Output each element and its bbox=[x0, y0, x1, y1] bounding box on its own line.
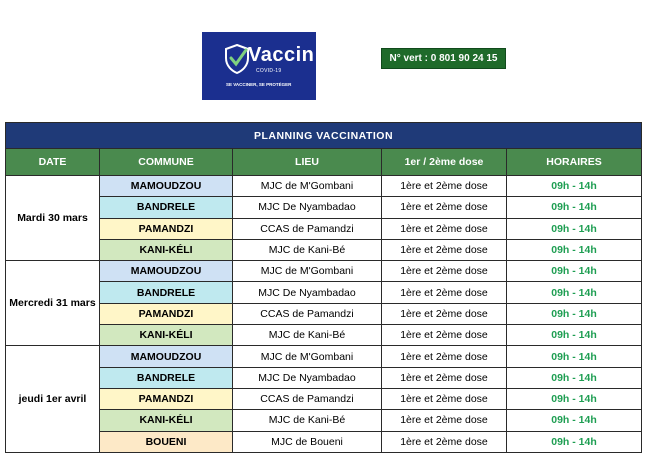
lieu-cell: CCAS de Pamandzi bbox=[233, 218, 382, 239]
commune-cell: MAMOUDZOU bbox=[100, 346, 233, 367]
hours-cell: 09h - 14h bbox=[507, 261, 642, 282]
logo-tagline: SE VACCINER, SE PROTÉGER bbox=[226, 82, 292, 87]
lieu-cell: MJC de Boueni bbox=[233, 431, 382, 452]
dose-cell: 1ère et 2ème dose bbox=[382, 239, 507, 260]
table-row bbox=[6, 239, 642, 260]
hours-cell: 09h - 14h bbox=[507, 431, 642, 452]
dose-cell: 1ère et 2ème dose bbox=[382, 367, 507, 388]
commune-cell: MAMOUDZOU bbox=[100, 176, 233, 197]
table-row bbox=[6, 410, 642, 431]
lieu-cell: MJC de M'Gombani bbox=[233, 346, 382, 367]
commune-cell: PAMANDZI bbox=[100, 388, 233, 409]
dose-cell: 1ère et 2ème dose bbox=[382, 388, 507, 409]
dose-cell: 1ère et 2ème dose bbox=[382, 325, 507, 346]
table-row bbox=[6, 218, 642, 239]
lieu-cell: MJC de Kani-Bé bbox=[233, 325, 382, 346]
lieu-cell: MJC De Nyambadao bbox=[233, 282, 382, 303]
lieu-cell: CCAS de Pamandzi bbox=[233, 303, 382, 324]
lieu-cell: MJC de M'Gombani bbox=[233, 261, 382, 282]
commune-cell: BANDRELE bbox=[100, 197, 233, 218]
table-row bbox=[6, 261, 642, 282]
dose-cell: 1ère et 2ème dose bbox=[382, 282, 507, 303]
hours-cell: 09h - 14h bbox=[507, 197, 642, 218]
dose-cell: 1ère et 2ème dose bbox=[382, 303, 507, 324]
hours-cell: 09h - 14h bbox=[507, 176, 642, 197]
header-commune: COMMUNE bbox=[100, 149, 233, 176]
dose-cell: 1ère et 2ème dose bbox=[382, 176, 507, 197]
dose-cell: 1ère et 2ème dose bbox=[382, 346, 507, 367]
table-row bbox=[6, 282, 642, 303]
date-cell: Mercredi 31 mars bbox=[6, 261, 100, 346]
table-row bbox=[6, 431, 642, 452]
lieu-cell: MJC de M'Gombani bbox=[233, 176, 382, 197]
table-row bbox=[6, 176, 642, 197]
commune-cell: PAMANDZI bbox=[100, 303, 233, 324]
header-horaires: HORAIRES bbox=[507, 149, 642, 176]
hours-cell: 09h - 14h bbox=[507, 388, 642, 409]
dose-cell: 1ère et 2ème dose bbox=[382, 261, 507, 282]
dose-cell: 1ère et 2ème dose bbox=[382, 410, 507, 431]
logo-brand: Vaccin bbox=[248, 44, 315, 66]
date-cell: jeudi 1er avril bbox=[6, 346, 100, 452]
lieu-cell: MJC De Nyambadao bbox=[233, 367, 382, 388]
header-lieu: LIEU bbox=[233, 149, 382, 176]
commune-cell: KANI-KÉLI bbox=[100, 325, 233, 346]
header-dose: 1er / 2ème dose bbox=[382, 149, 507, 176]
table-row bbox=[6, 303, 642, 324]
commune-cell: BANDRELE bbox=[100, 282, 233, 303]
hours-cell: 09h - 14h bbox=[507, 282, 642, 303]
phone-number-badge: N° vert : 0 801 90 24 15 bbox=[381, 48, 506, 69]
lieu-cell: MJC de Kani-Bé bbox=[233, 239, 382, 260]
lieu-cell: MJC De Nyambadao bbox=[233, 197, 382, 218]
commune-cell: BANDRELE bbox=[100, 367, 233, 388]
table-row bbox=[6, 367, 642, 388]
commune-cell: KANI-KÉLI bbox=[100, 410, 233, 431]
lieu-cell: MJC de Kani-Bé bbox=[233, 410, 382, 431]
vaccin-covid-logo bbox=[202, 32, 316, 100]
table-row bbox=[6, 325, 642, 346]
commune-cell: KANI-KÉLI bbox=[100, 239, 233, 260]
commune-cell: PAMANDZI bbox=[100, 218, 233, 239]
hours-cell: 09h - 14h bbox=[507, 218, 642, 239]
logo-subtitle: COVID-19 bbox=[256, 68, 282, 74]
hours-cell: 09h - 14h bbox=[507, 346, 642, 367]
lieu-cell: CCAS de Pamandzi bbox=[233, 388, 382, 409]
hours-cell: 09h - 14h bbox=[507, 303, 642, 324]
shield-check-icon bbox=[224, 44, 250, 74]
hours-cell: 09h - 14h bbox=[507, 410, 642, 431]
table-row bbox=[6, 197, 642, 218]
header-date: DATE bbox=[6, 149, 100, 176]
commune-cell: BOUENI bbox=[100, 431, 233, 452]
commune-cell: MAMOUDZOU bbox=[100, 261, 233, 282]
hours-cell: 09h - 14h bbox=[507, 239, 642, 260]
vaccination-schedule-table bbox=[5, 122, 642, 453]
table-row bbox=[6, 388, 642, 409]
dose-cell: 1ère et 2ème dose bbox=[382, 431, 507, 452]
hours-cell: 09h - 14h bbox=[507, 325, 642, 346]
dose-cell: 1ère et 2ème dose bbox=[382, 218, 507, 239]
table-row bbox=[6, 346, 642, 367]
dose-cell: 1ère et 2ème dose bbox=[382, 197, 507, 218]
hours-cell: 09h - 14h bbox=[507, 367, 642, 388]
table-title: PLANNING VACCINATION bbox=[6, 123, 642, 149]
date-cell: Mardi 30 mars bbox=[6, 176, 100, 261]
